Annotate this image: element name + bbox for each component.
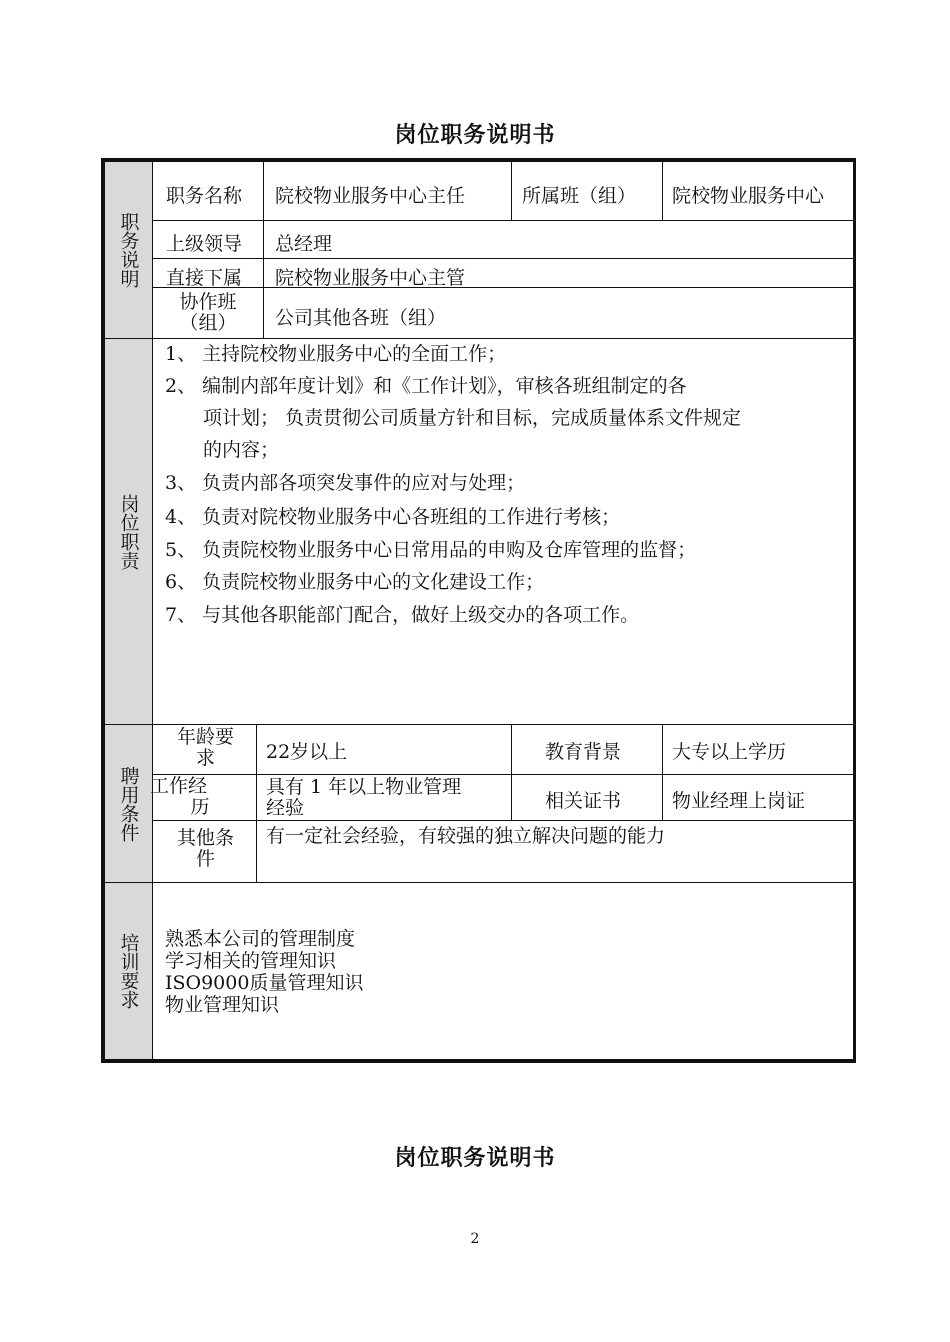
document-title: 岗位职务说明书	[394, 122, 556, 148]
duty-line: 的内容；	[203, 439, 280, 461]
col-divider	[256, 725, 257, 882]
row-divider	[153, 220, 855, 221]
coop-label-line: （组）	[179, 312, 237, 334]
training-list	[165, 928, 363, 1016]
experience-label-line: 历	[190, 796, 210, 818]
training-item: 学习相关的管理知识	[165, 950, 337, 972]
experience-value	[266, 777, 506, 819]
subordinate-value: 院校物业服务中心主管	[275, 267, 466, 289]
age-label	[158, 727, 253, 769]
job-name-value: 院校物业服务中心主任	[275, 185, 466, 207]
age-label-line: 年龄要	[176, 726, 234, 748]
education-label: 教育背景	[545, 741, 622, 763]
section-training	[105, 883, 153, 1059]
coop-label-line: 协作班	[179, 291, 237, 313]
col-divider	[662, 725, 663, 820]
experience-label-line: 工作经	[150, 775, 208, 797]
dept-value: 院校物业服务中心	[672, 185, 825, 207]
superior-value: 总经理	[275, 233, 333, 255]
section-divider	[104, 882, 855, 883]
education-value: 大专以上学历	[672, 741, 787, 763]
other-label-line: 其他条	[176, 827, 234, 849]
certificate-value: 物业经理上岗证	[672, 790, 806, 812]
duty-line: 7、 与其他各职能部门配合，做好上级交办的各项工作。	[165, 604, 640, 626]
experience-label	[150, 776, 250, 818]
duty-line: 2、 编制内部年度计划》和《工作计划》，审核各班组制定的各	[165, 375, 687, 397]
certificate-label: 相关证书	[545, 790, 622, 812]
section-label: 岗位职责	[117, 493, 140, 570]
dept-label: 所属班（组）	[522, 185, 637, 207]
training-item: 物业管理知识	[165, 994, 280, 1016]
coop-value: 公司其他各班（组）	[275, 307, 447, 329]
section-duties	[105, 339, 153, 724]
document-title-repeat: 岗位职务说明书	[394, 1145, 556, 1171]
col-divider	[511, 725, 512, 820]
age-label-line: 求	[195, 747, 215, 769]
duty-line: 4、 负责对院校物业服务中心各班组的工作进行考核；	[165, 506, 621, 528]
section-divider	[104, 724, 855, 725]
section-label: 聘用条件	[117, 765, 140, 842]
section-requirements	[105, 725, 153, 882]
page-number: 2	[470, 1231, 480, 1247]
duty-line: 5、 负责院校物业服务中心日常用品的申购及仓库管理的监督；	[165, 539, 697, 561]
row-divider	[153, 774, 855, 775]
experience-value-line: 具有 1 年以上物业管理	[266, 776, 462, 798]
section-job-desc	[105, 162, 153, 338]
age-value: 22岁以上	[266, 741, 348, 763]
superior-label: 上级领导	[166, 233, 243, 255]
duty-line: 3、 负责内部各项突发事件的应对与处理；	[165, 472, 526, 494]
col-divider	[662, 162, 663, 220]
job-name-label: 职务名称	[166, 185, 243, 207]
training-item: ISO9000质量管理知识	[165, 972, 364, 994]
coop-label	[158, 292, 258, 334]
other-value: 有一定社会经验，有较强的独立解决问题的能力	[266, 825, 666, 847]
row-divider	[153, 258, 855, 259]
subordinate-label: 直接下属	[166, 267, 243, 289]
section-label: 培训要求	[117, 933, 140, 1009]
training-item: 熟悉本公司的管理制度	[165, 928, 356, 950]
duty-line: 1、 主持院校物业服务中心的全面工作；	[165, 343, 507, 365]
col-divider	[511, 162, 512, 220]
section-label: 职务说明	[117, 212, 140, 288]
other-label-line: 件	[195, 848, 215, 870]
duty-line: 6、 负责院校物业服务中心的文化建设工作；	[165, 571, 545, 593]
experience-value-line: 经验	[266, 797, 305, 819]
col-divider	[263, 162, 264, 338]
row-divider	[153, 287, 855, 288]
other-label	[158, 828, 253, 870]
duty-line: 项计划； 负责贯彻公司质量方针和目标，完成质量体系文件规定	[203, 407, 742, 429]
